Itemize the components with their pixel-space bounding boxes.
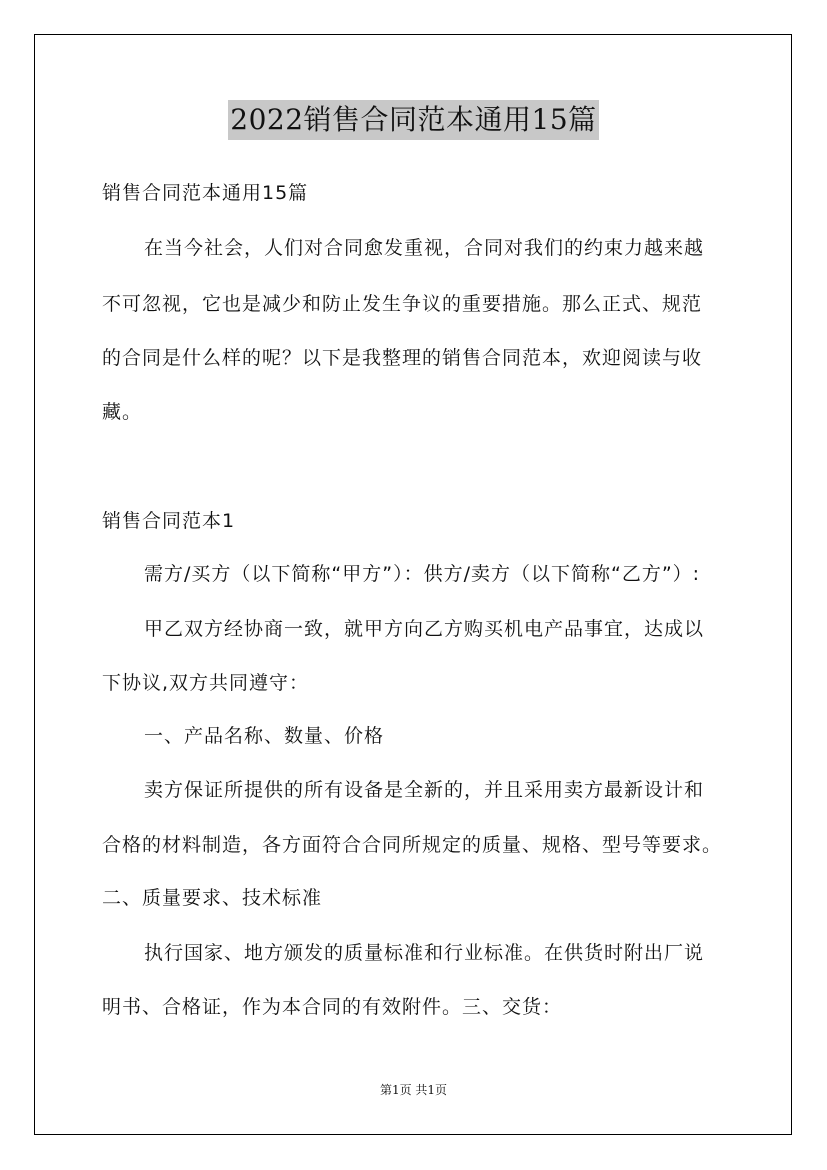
clause-2-line-1: 执行国家、地方颁发的质量标准和行业标准。在供货时附出厂说: [144, 942, 705, 964]
intro-line-1: 在当今社会，人们对合同愈发重视，合同对我们的约束力越来越: [144, 237, 705, 259]
clause-1-line-2: 合格的材料制造，各方面符合合同所规定的质量、规格、型号等要求。: [102, 834, 723, 856]
page-footer: 第1页 共1页: [379, 1083, 448, 1097]
intro-line-3: 的合同是什么样的呢？以下是我整理的销售合同范本，欢迎阅读与收: [102, 347, 703, 369]
clause-2-line-2: 明书、合格证，作为本合同的有效附件。三、交货：: [102, 996, 563, 1018]
clause-2-heading: 二、质量要求、技术标准: [102, 887, 323, 909]
agreement-line-1: 甲乙双方经协商一致，就甲方向乙方购买机电产品事宜，达成以: [144, 618, 705, 640]
intro-line-2: 不可忽视，它也是减少和防止发生争议的重要措施。那么正式、规范: [102, 293, 703, 315]
parties-line: 需方/买方（以下简称“甲方”）：供方/卖方（以下简称“乙方”）:: [144, 563, 701, 585]
subtitle-line: 销售合同范本通用15篇: [102, 182, 309, 204]
intro-line-4: 藏。: [102, 401, 143, 423]
agreement-line-2: 下协议,双方共同遵守：: [102, 672, 310, 694]
clause-1-heading: 一、产品名称、数量、价格: [144, 725, 385, 747]
clause-1-line-1: 卖方保证所提供的所有设备是全新的，并且采用卖方最新设计和: [144, 779, 705, 801]
section-heading-1: 销售合同范本1: [102, 510, 236, 532]
document-title: [0, 100, 827, 140]
document-title-text: 2022销售合同范本通用15篇: [228, 100, 598, 140]
